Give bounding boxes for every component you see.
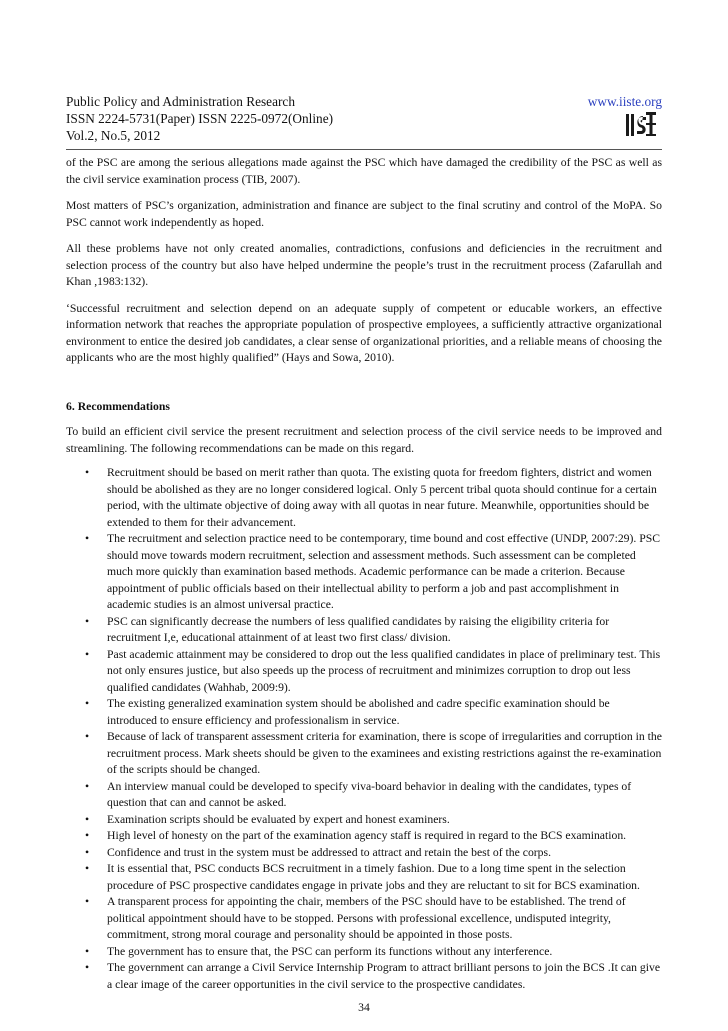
list-item-text: The existing generalized examination system should be abolished and cadre specific examination should be introduced to ensure efficiency and professionalism in service. bbox=[107, 697, 610, 727]
list-item bbox=[66, 812, 662, 829]
page-body bbox=[66, 155, 662, 993]
section-intro: To build an efficient civil service the present recruitment and selection process of the civil service needs to be improved and streamlining. The following recommendations can be made on this regard. bbox=[66, 425, 662, 455]
quote-paragraph: ‘Successful recruitment and selection depend on an adequate supply of competent or educable workers, an effective information network that reaches the appropriate population of prospective employees, a sufficiently attractive organizational environment to entice the desired job candidates, a clear sense of organizational priorities, and a reliable means of choosing the applicants who are the most highly qualified” (Hays and Sowa, 2010). bbox=[66, 301, 662, 364]
bullet-icon: • bbox=[85, 961, 90, 974]
list-item-text: The government has to ensure that, the PSC can perform its functions without any interference. bbox=[107, 944, 553, 958]
list-item-text: It is essential that, PSC conducts BCS recruitment in a timely fashion. Due to a long time spent in the selection procedure of PSC prospective candidates engage in private jobs and they are reluctant to sit for BCS examination. bbox=[107, 862, 640, 892]
list-item bbox=[66, 845, 662, 862]
bullet-icon: • bbox=[85, 730, 90, 743]
list-item-text: Examination scripts should be evaluated by expert and honest examiners. bbox=[107, 812, 450, 826]
header-divider bbox=[66, 149, 662, 150]
list-item-text: Confidence and trust in the system must be addressed to attract and retain the best of the corps. bbox=[107, 845, 551, 859]
list-item bbox=[66, 531, 662, 614]
page-number: 34 bbox=[358, 1001, 370, 1014]
journal-title: Public Policy and Administration Research bbox=[66, 94, 295, 109]
iiste-logo bbox=[626, 112, 656, 138]
list-item-text: Past academic attainment may be considered to drop out the less qualified candidates in place of preliminary test. This not only ensures justice, but also speeds up the process of recruitment and minimizes corruption to drop out less qualified candidates (Wahhab, 2009:9). bbox=[107, 647, 661, 694]
page-header bbox=[66, 93, 662, 144]
bullet-icon: • bbox=[85, 532, 90, 545]
bullet-icon: • bbox=[85, 697, 90, 710]
body-paragraph: Most matters of PSC’s organization, administration and finance are subject to the final scrutiny and control of the MoPA. So PSC cannot work independently as hoped. bbox=[66, 199, 662, 229]
bullet-icon: • bbox=[85, 812, 90, 826]
recommendations-list bbox=[66, 465, 662, 993]
list-item-text: Recruitment should be based on merit rather than quota. The existing quota for freedom fighters, district and women should be abolished as they are no longer considered logical. Only 5 percent tribal quota should continue for a certain period, with the ultimate objective of doing away with all quotas in near future. Meanwhile, opportunities should be extended to them for their advancement. bbox=[107, 466, 657, 529]
bullet-icon: • bbox=[85, 647, 90, 661]
bullet-icon: • bbox=[85, 895, 90, 908]
list-item bbox=[66, 696, 662, 729]
list-item bbox=[66, 779, 662, 812]
list-item-text: High level of honesty on the part of the examination agency staff is required in regard to the BCS examination. bbox=[107, 829, 627, 842]
list-item-text: An interview manual could be developed to specify viva-board behavior in dealing with the candidates, types of question that can and cannot be asked. bbox=[107, 779, 632, 809]
list-item bbox=[66, 647, 662, 697]
bullet-icon: • bbox=[85, 614, 90, 628]
body-paragraph: of the PSC are among the serious allegations made against the PSC which have damaged the credibility of the PSC as well as the civil service examination process (TIB, 2007). bbox=[66, 156, 662, 186]
list-item bbox=[66, 465, 662, 531]
list-item bbox=[66, 960, 662, 993]
issn-line: ISSN 2224-5731(Paper) ISSN 2225-0972(Online) bbox=[66, 111, 334, 126]
list-item bbox=[66, 828, 662, 845]
bullet-icon: • bbox=[85, 862, 90, 875]
list-item-text: The government can arrange a Civil Service Internship Program to attract brilliant persons to join the BCS .It can give a clear image of the career opportunities in the civil service to the prospective candidates. bbox=[107, 961, 661, 991]
bullet-icon: • bbox=[85, 466, 90, 479]
list-item-text: The recruitment and selection practice need to be contemporary, time bound and cost effective (UNDP, 2007:29). PSC should move towards modern recruitment, selection and assessment methods. Such assessment can be completed much more quickly than examination based methods. Academic performance can be made a criterion. Because appointment of public officials based on their intellectual ability to perform a job and past accomplishment in academic studies is an almost universal practice. bbox=[107, 532, 661, 611]
list-item bbox=[66, 861, 662, 894]
bullet-icon: • bbox=[85, 845, 90, 859]
list-item bbox=[66, 729, 662, 779]
list-item bbox=[66, 944, 662, 961]
list-item-text: PSC can significantly decrease the numbers of less qualified candidates by raising the eligibility criteria for recruitment I,e, educational attainment of at least two first class/ division. bbox=[107, 614, 610, 644]
body-paragraph: All these problems have not only created anomalies, contradictions, confusions and deficiencies in the recruitment and selection process of the country but also have helped undermine the people’s trust in the recruitment process (Zafarullah and Khan ,1983:132). bbox=[66, 242, 662, 288]
journal-url-link[interactable]: www.iiste.org bbox=[587, 94, 662, 109]
volume-line: Vol.2, No.5, 2012 bbox=[66, 128, 161, 143]
section-heading: 6. Recommendations bbox=[66, 399, 170, 413]
bullet-icon: • bbox=[85, 829, 90, 842]
list-item-text: A transparent process for appointing the chair, members of the PSC should have to be established. The trend of political appointment should have to be stopped. Persons with professional excellence, undisputed integrity, commitment, strong moral courage and personality should be appointed in those posts. bbox=[107, 895, 626, 941]
list-item bbox=[66, 894, 662, 944]
bullet-icon: • bbox=[85, 944, 90, 958]
list-item bbox=[66, 614, 662, 647]
bullet-icon: • bbox=[85, 779, 90, 793]
list-item-text: Because of lack of transparent assessment criteria for examination, there is scope of irregularities and corruption in the recruitment process. Mark sheets should be given to the examinees and existing restrictions against the re-examination of the scripts should be changed. bbox=[107, 730, 662, 776]
